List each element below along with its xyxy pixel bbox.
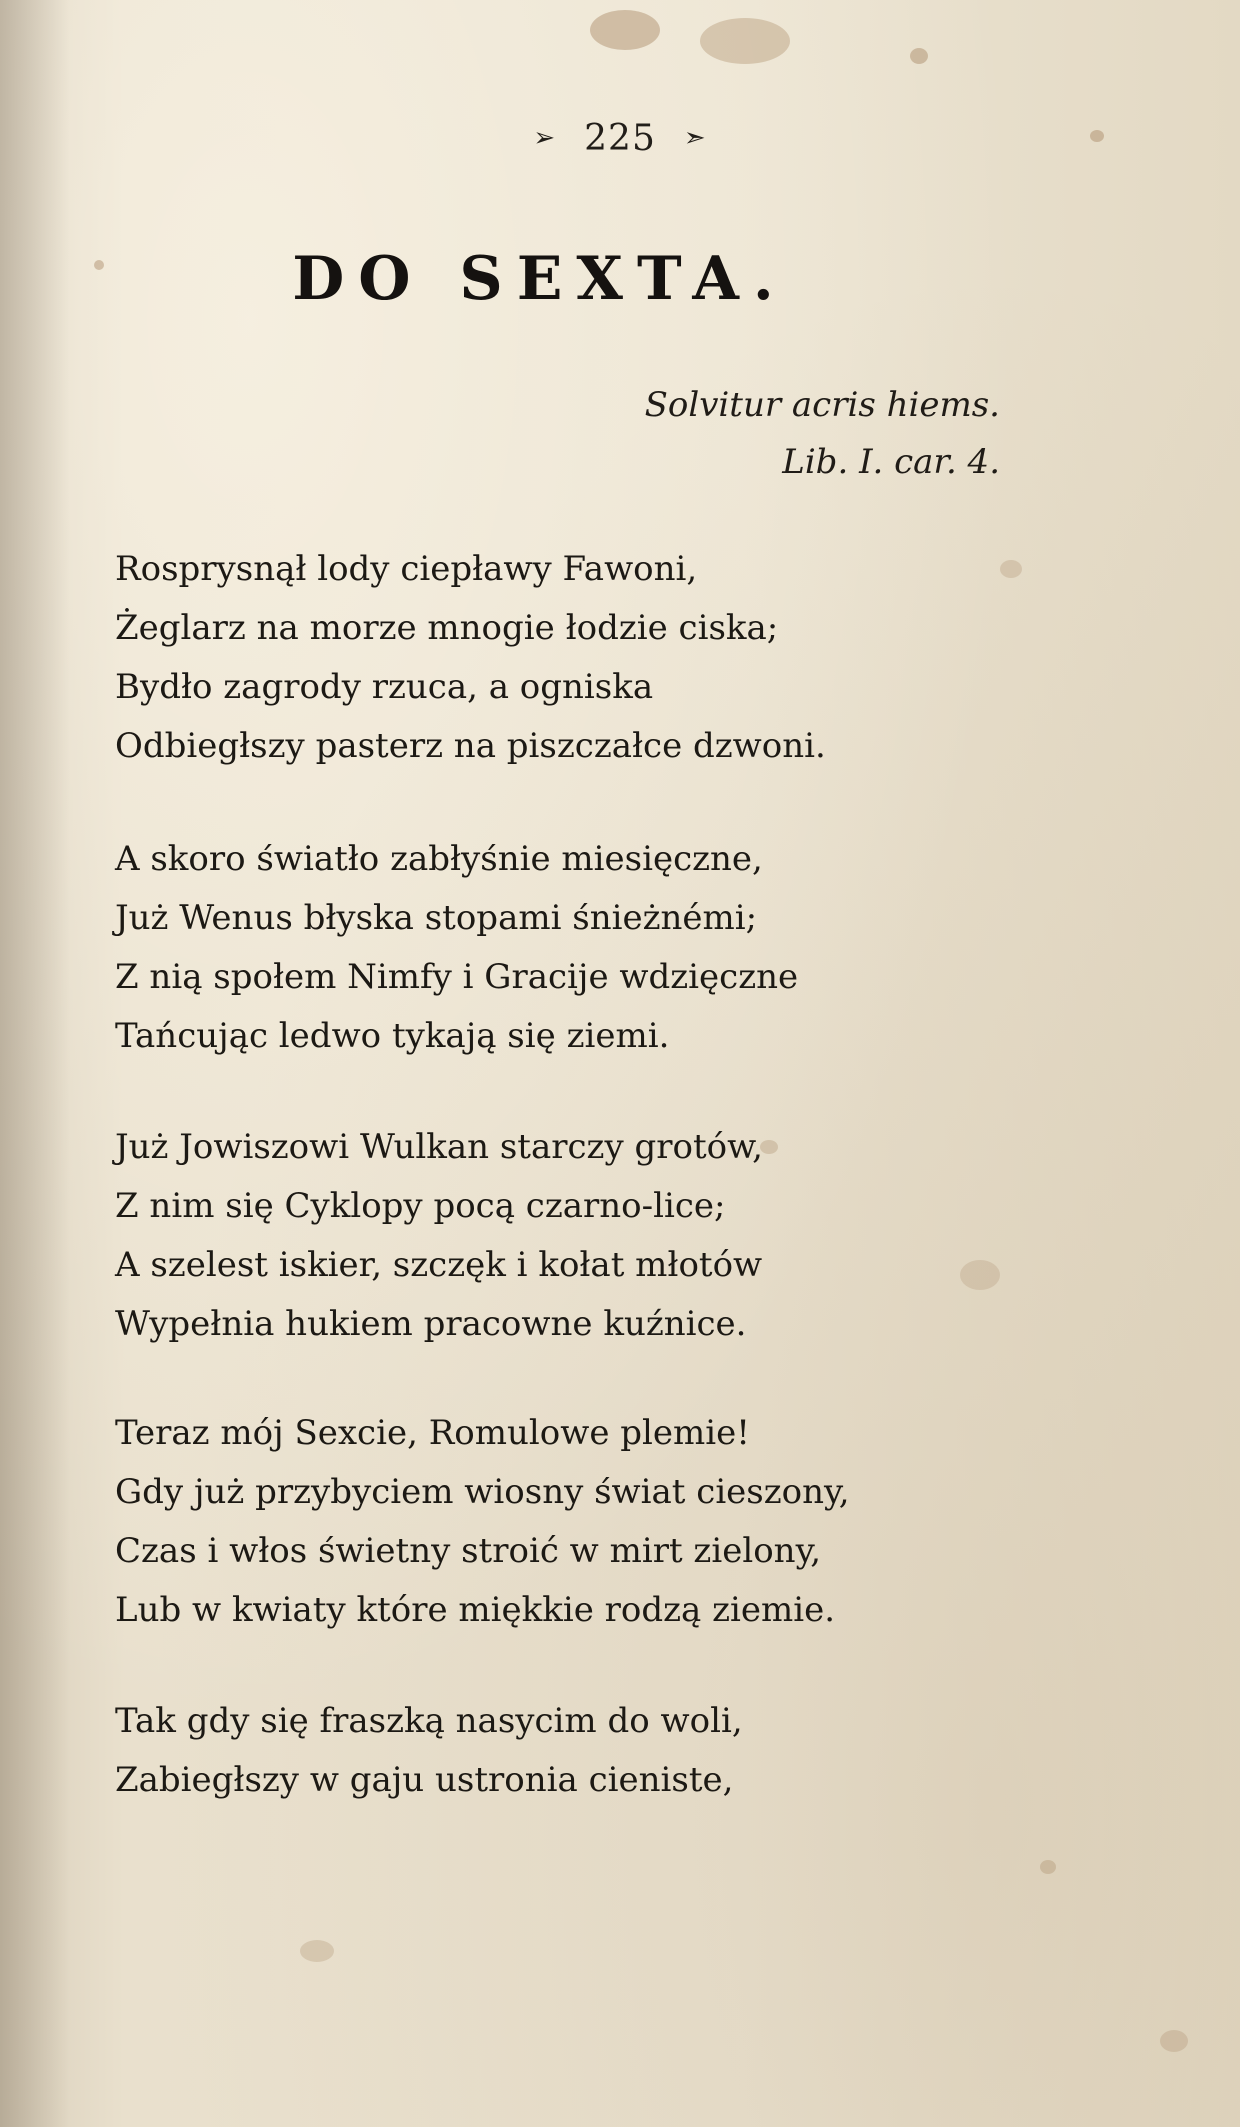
stanza-3 — [115, 1118, 1115, 1354]
verse-line: Tak gdy się fraszką nasycim do woli, — [115, 1701, 743, 1741]
foxing-spot — [590, 10, 660, 50]
verse-line: Żeglarz na morze mnogie łodzie ciska; — [115, 608, 779, 648]
stanza-4 — [115, 1404, 1115, 1640]
poem-title: DO SEXTA. — [292, 244, 788, 314]
epigraph-line-1: Solvitur acris hiems. — [644, 385, 1000, 425]
verse-line: Gdy już przybyciem wiosny świat cieszony, — [115, 1472, 850, 1512]
verse-line: A szelest iskier, szczęk i kołat młotów — [115, 1245, 763, 1285]
stanza-5 — [115, 1692, 1115, 1810]
foxing-spot — [1040, 1860, 1056, 1874]
foxing-spot — [300, 1940, 334, 1962]
epigraph-line-2: Lib. I. car. 4. — [782, 442, 1000, 482]
verse-line: A skoro światło zabłyśnie miesięczne, — [115, 839, 763, 879]
ornament-left-icon: ➢ — [533, 123, 557, 153]
verse-line: Z nią społem Nimfy i Gracije wdzięczne — [115, 957, 799, 997]
verse-line: Czas i włos świetny stroić w mirt zielony, — [115, 1531, 822, 1571]
verse-line: Rosprysnął lody ciepławy Fawoni, — [115, 549, 698, 589]
page-number-value: 225 — [584, 118, 656, 159]
verse-line: Już Wenus błyska stopami śnieżnémi; — [115, 898, 758, 938]
verse-line: Tańcując ledwo tykają się ziemi. — [115, 1016, 670, 1056]
foxing-spot — [910, 48, 928, 64]
verse-line: Odbiegłszy pasterz na piszczałce dzwoni. — [115, 726, 826, 766]
stanza-1 — [115, 540, 1115, 776]
verse-line: Zabiegłszy w gaju ustronia cieniste, — [115, 1760, 734, 1800]
page-number — [0, 118, 1240, 159]
stanza-2 — [115, 830, 1115, 1066]
foxing-spot — [1160, 2030, 1188, 2052]
verse-line: Z nim się Cyklopy pocą czarno-lice; — [115, 1186, 726, 1226]
foxing-spot — [700, 18, 790, 64]
verse-line: Teraz mój Sexcie, Romulowe plemie! — [115, 1413, 750, 1453]
ornament-right-icon: ➣ — [683, 123, 707, 153]
verse-line: Wypełnia hukiem pracowne kuźnice. — [115, 1304, 747, 1344]
verse-line: Bydło zagrody rzuca, a ogniska — [115, 667, 654, 707]
gutter-shadow — [0, 0, 70, 2127]
verse-line: Już Jowiszowi Wulkan starczy grotów, — [115, 1127, 763, 1167]
verse-line: Lub w kwiaty które miękkie rodzą ziemie. — [115, 1590, 836, 1630]
